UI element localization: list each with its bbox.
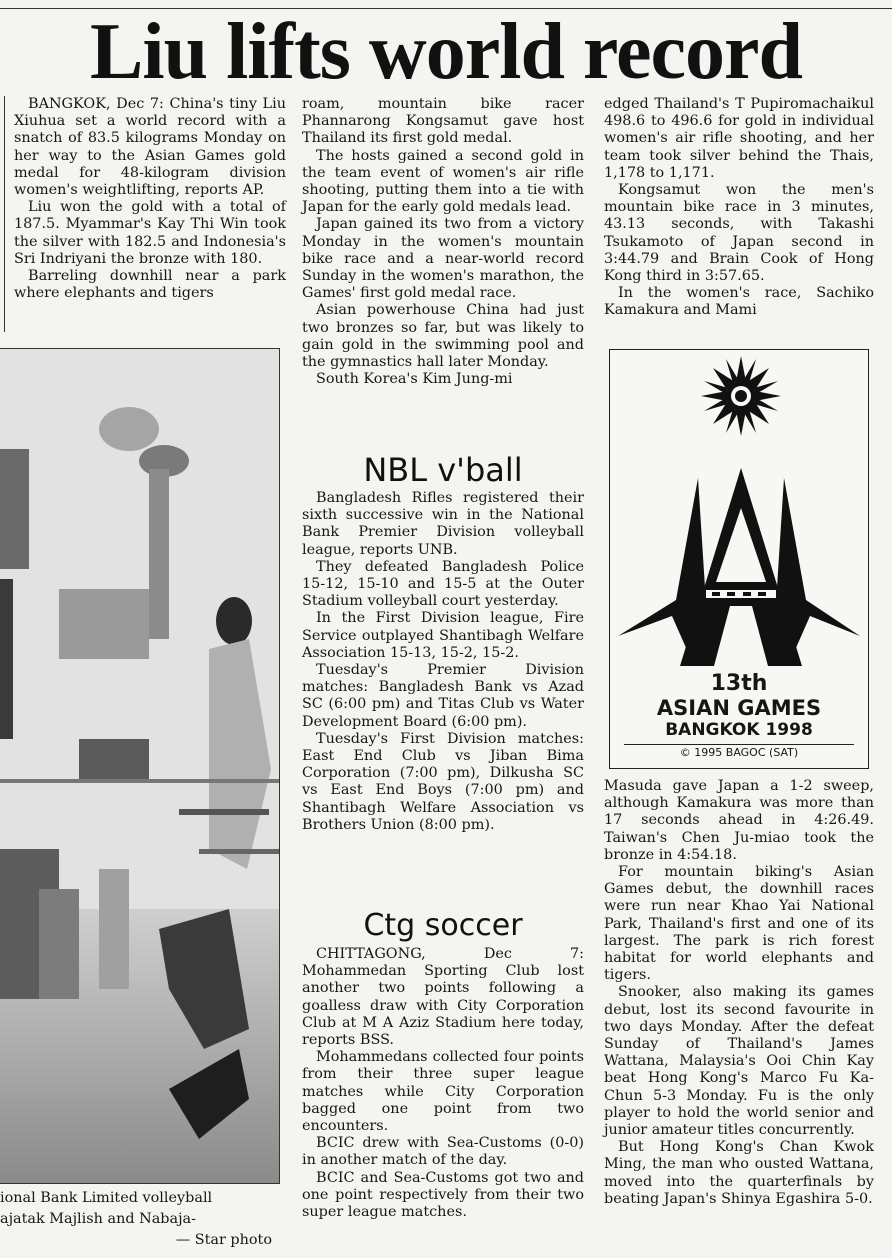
column-rule xyxy=(4,96,5,332)
weightlifting-article xyxy=(14,96,286,302)
article-paragraph: Mohammedans collected four points from their three super league matches while City Corporation bagged one point from two encounters. xyxy=(302,1049,584,1135)
article-paragraph: For mountain biking's Asian Games debut, the downhill races were run near Khao Yai National Park, Thailand's first and one of its largest. The park is rich forest habitat for world elephants and tigers. xyxy=(604,864,874,984)
logo-divider xyxy=(624,744,854,745)
asian-games-continued xyxy=(302,96,584,388)
logo-copyright: © 1995 BAGOC (SAT) xyxy=(679,746,799,759)
article-paragraph: edged Thailand's T Pupiromachaikul 498.6 to 496.6 for gold in individual women's air rifle shooting, and her team took silver behind the Thais, 1,178 to 1,171. xyxy=(604,96,874,181)
article-paragraph: South Korea's Kim Jung-mi xyxy=(316,371,513,388)
caption-line: ional Bank Limited volleyball xyxy=(0,1190,213,1206)
logo-edition: 13th xyxy=(710,671,768,696)
volleyball-photo-image xyxy=(0,349,279,1183)
asian-games-logo xyxy=(609,349,869,769)
article-paragraph: Liu won the gold with a total of 187.5. Myammar's Kay Thi Win took the silver with 182.5 and Indonesia's Sri Indriyani the bronze with 180. xyxy=(14,199,286,267)
headline: Liu lifts world record xyxy=(89,8,803,96)
article-paragraph: Barreling downhill near a park where elephants and tigers xyxy=(14,268,286,302)
asian-games-continued-3 xyxy=(604,778,874,1208)
article-paragraph: Asian powerhouse China had just two bronzes so far, but was likely to gain gold in the swimming pool and the gymnastics hall later Monday. xyxy=(302,302,584,371)
ctg-heading: Ctg soccer xyxy=(363,908,523,943)
asian-games-continued-2 xyxy=(604,96,874,320)
logo-title: ASIAN GAMES xyxy=(656,696,822,720)
article-paragraph: Japan gained its two from a victory Monday in the women's mountain bike race and a near-world record Sunday in the women's marathon, the Games' first gold medal race. xyxy=(302,216,584,302)
article-paragraph: BCIC and Sea-Customs got two and one point respectively from their two super league matches. xyxy=(302,1169,584,1221)
photo-caption xyxy=(0,1188,276,1251)
article-paragraph: Tuesday's Premier Division matches: Bangladesh Bank vs Azad SC (6:00 pm) and Titas Club vs Water Development Board (6:00 pm). xyxy=(302,662,584,730)
article-paragraph: The hosts gained a second gold in the team event of women's air rifle shooting, putting them into a tie with Japan for the early gold medals lead. xyxy=(302,147,584,216)
article-paragraph: BCIC drew with Sea-Customs (0-0) in another match of the day. xyxy=(302,1135,584,1169)
nbl-heading: NBL v'ball xyxy=(363,451,523,489)
logo-city-year: BANGKOK 1998 xyxy=(665,720,813,740)
article-paragraph: Masuda gave Japan a 1-2 sweep, although Kamakura was more than 17 seconds ahead in 4:26.49. Taiwan's Chen Ju-miao took the bronze in 4:54.18. xyxy=(604,778,874,863)
nbl-article xyxy=(302,490,584,834)
article-paragraph: But Hong Kong's Chan Kwok Ming, the man who ousted Wattana, moved into the quarterfinals by beating Japan's Shinya Egashira 5-0. xyxy=(604,1139,874,1207)
article-paragraph: CHITTAGONG, Dec 7: Mohammedan Sporting Club lost another two points following a goalless draw with City Corporation Club at M A Aziz Stadium here today, reports BSS. xyxy=(302,946,584,1049)
article-paragraph: In the women's race, Sachiko Kamakura and Mami xyxy=(604,285,874,319)
article-paragraph: Kongsamut won the men's mountain bike race in 3 minutes, 43.13 seconds, with Takashi Tsukamoto of Japan second in 3:44.79 and Brain Cook of Hong Kong third in 3:57.65. xyxy=(604,182,874,285)
volleyball-photo xyxy=(0,348,280,1184)
ctg-article xyxy=(302,946,584,1221)
caption-line: ajatak Majlish and Nabaja- xyxy=(0,1211,196,1227)
article-paragraph: roam, mountain bike racer Phannarong Kongsamut gave host Thailand its first gold medal. xyxy=(302,96,584,147)
article-paragraph: They defeated Bangladesh Police 15-12, 15-10 and 15-5 at the Outer Stadium volleyball court yesterday. xyxy=(302,558,584,610)
article-paragraph: In the First Division league, Fire Service outplayed Shantibagh Welfare Association 15-13, 15-2, 15-2. xyxy=(302,610,584,661)
photo-credit: — Star photo xyxy=(175,1232,272,1248)
article-paragraph: Bangladesh Rifles registered their sixth successive win in the National Bank Premier Division volleyball league, reports UNB. xyxy=(302,490,584,558)
article-paragraph: Snooker, also making its games debut, lost its second favourite in two days Monday. After the defeat Sunday of Thailand's James Wattana, Malaysia's Ooi Chin Kay beat Hong Kong's Marco Fu Ka-Chun 5-3 Monday. Fu is the only player to hold the world senior and junior amateur titles concurrently. xyxy=(604,984,874,1139)
article-paragraph: Tuesday's First Division matches: East End Club vs Jiban Bima Corporation (7:00 pm), Dilkusha SC vs East End Boys (7:00 pm) and Shantibagh Welfare Association vs Brothers Union (8:00 pm). xyxy=(302,730,584,833)
asian-games-emblem-icon xyxy=(610,350,868,670)
article-paragraph: BANGKOK, Dec 7: China's tiny Liu Xiuhua set a world record with a snatch of 83.5 kilograms Monday on her way to the Asian Games gold medal for 48-kilogram division women's weightlifting, reports AP. xyxy=(14,96,286,199)
